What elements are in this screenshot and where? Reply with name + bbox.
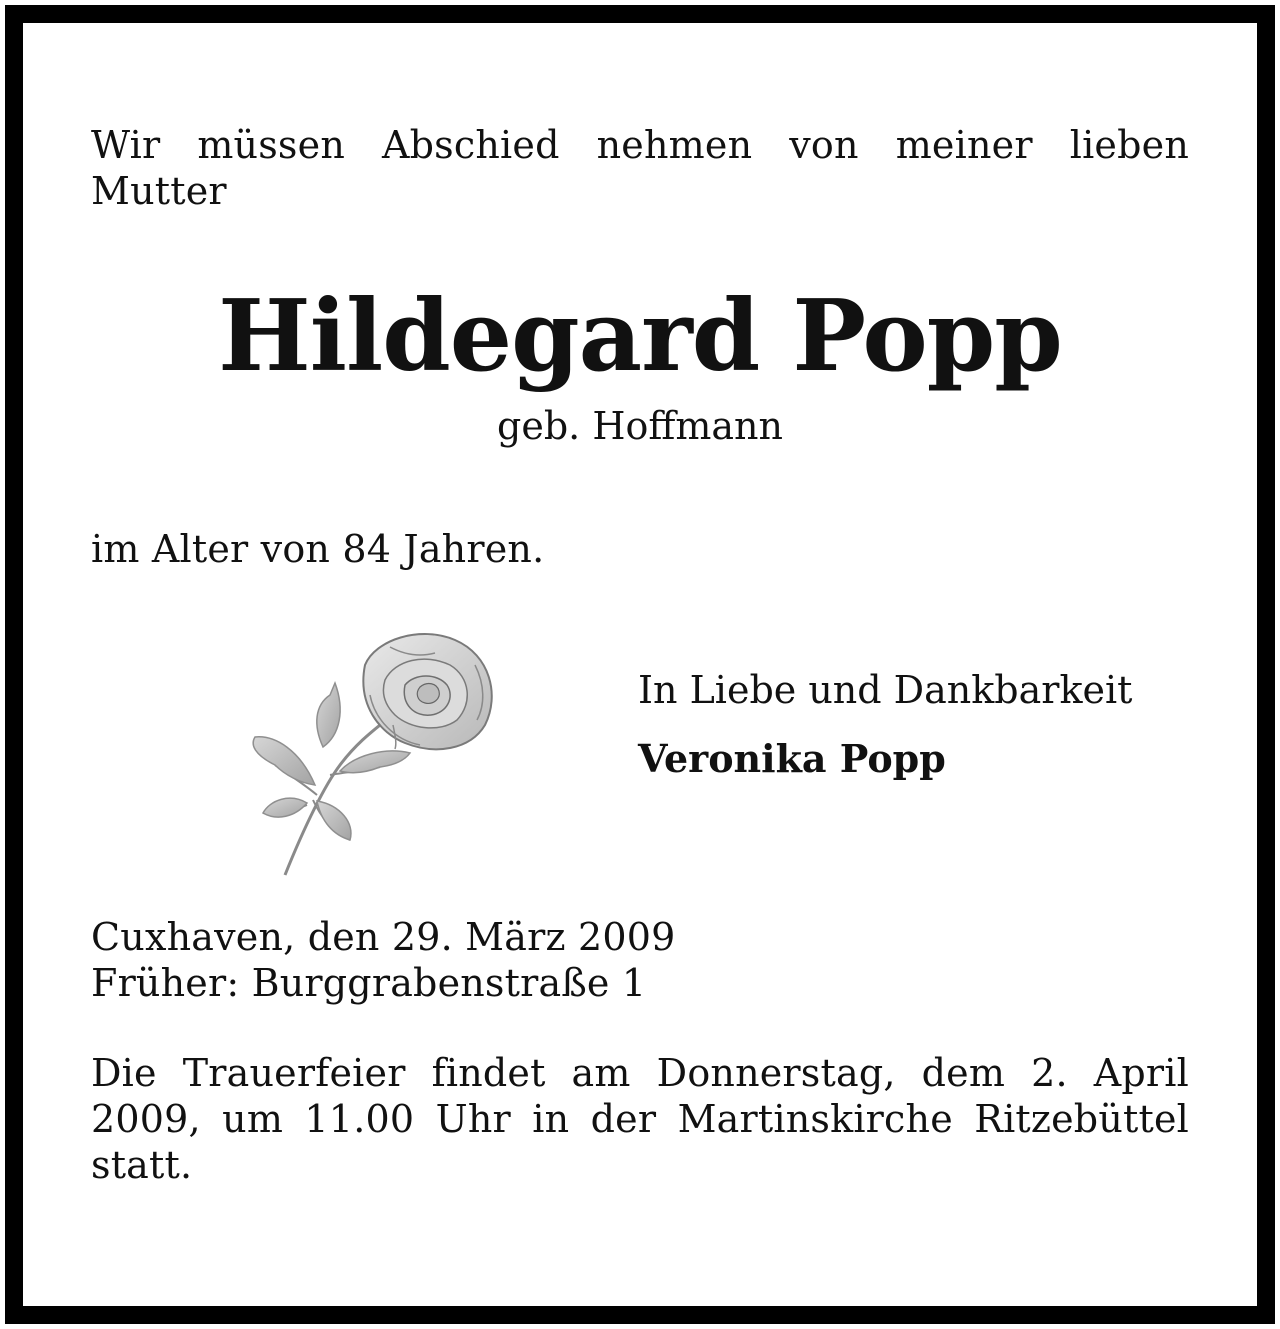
former-address: Früher: Burggrabenstraße 1 [91, 961, 647, 1005]
signature-name: Veronika Popp [638, 736, 946, 781]
place-and-address [91, 914, 1189, 1006]
place-date: Cuxhaven, den 29. März 2009 [91, 915, 676, 959]
maiden-name: geb. Hoffmann [497, 404, 783, 448]
intro-text: Wir müssen Abschied nehmen von meiner lieben Mutter [91, 123, 1189, 213]
ceremony-text: Die Trauerfeier findet am Donnerstag, dem 2. April 2009, um 11.00 Uhr in der Martinskirche Ritzebüttel statt. [91, 1051, 1189, 1187]
closing-line: In Liebe und Dankbarkeit [638, 668, 1133, 712]
deceased-name: Hildegard Popp [218, 279, 1062, 394]
age-line: im Alter von 84 Jahren. [91, 527, 545, 571]
rose-icon [245, 625, 505, 885]
